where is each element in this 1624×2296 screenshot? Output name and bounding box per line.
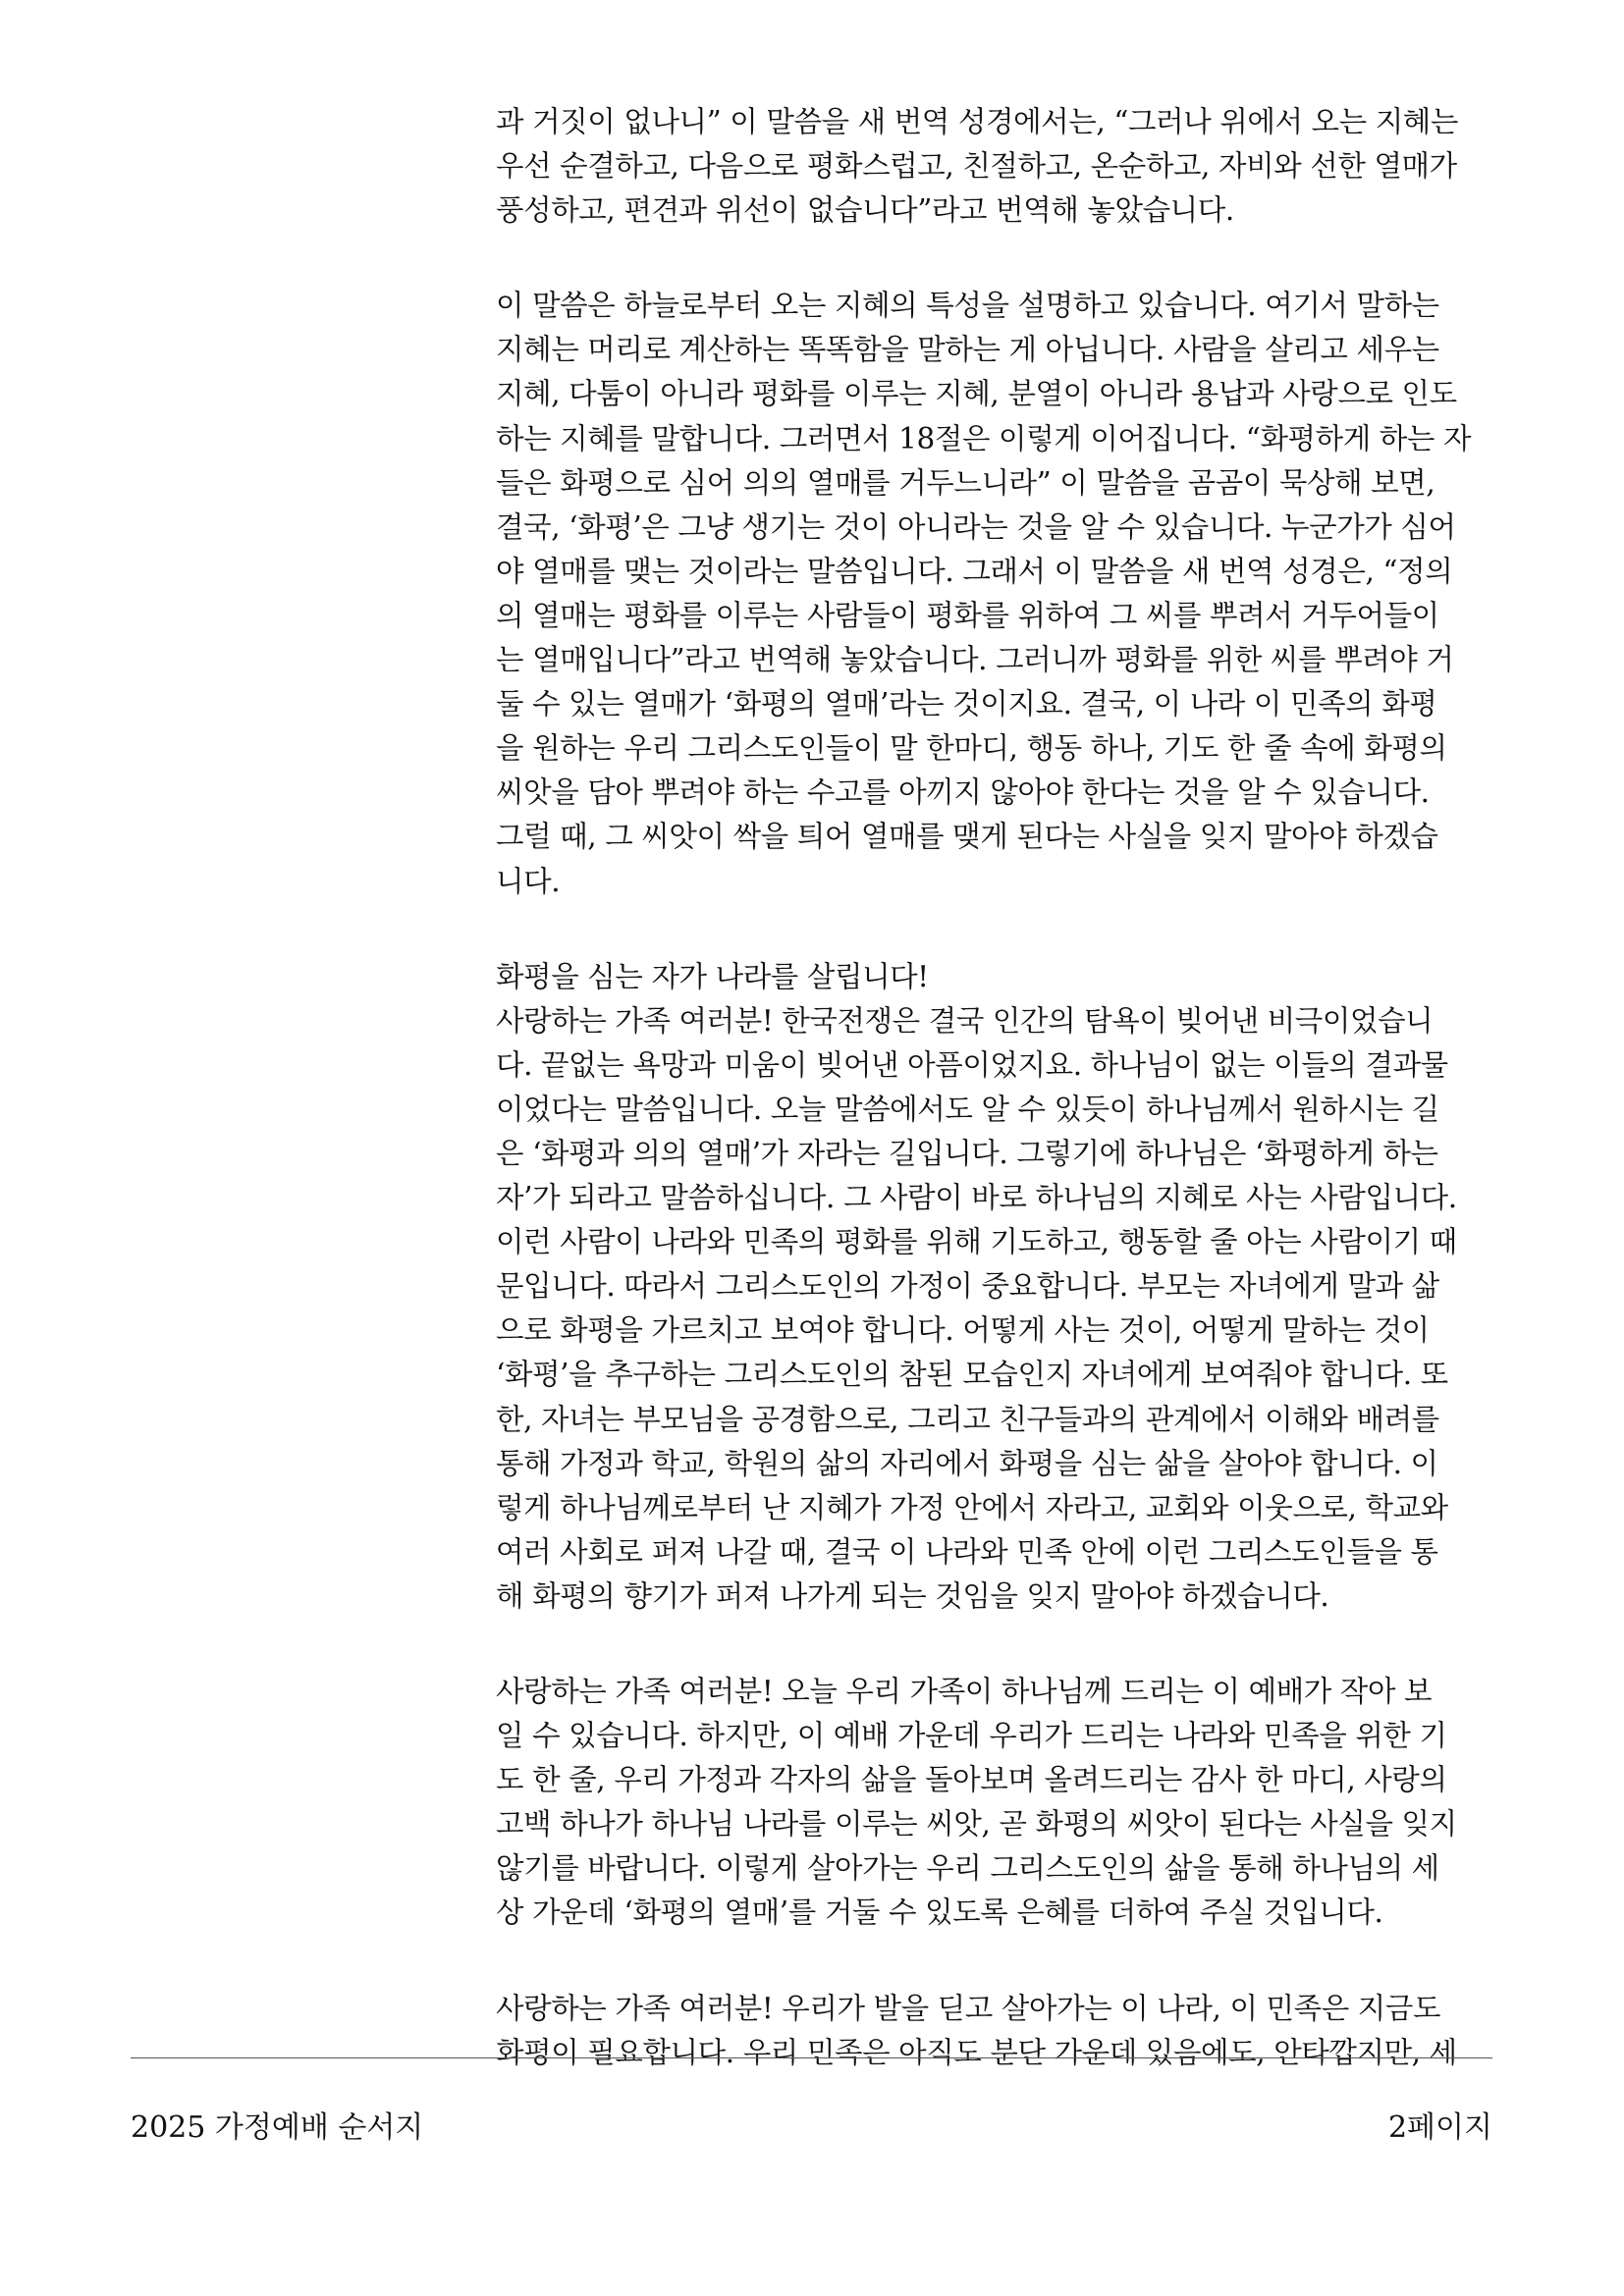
footer-title: 2025 가정예배 순서지 [131, 2110, 424, 2145]
text-line: 씨앗을 담아 뿌려야 하는 수고를 아끼지 않아야 한다는 것을 알 수 있습니다. [496, 775, 1430, 810]
text-line: 고백 하나가 하나님 나라를 이루는 씨앗, 곧 화평의 씨앗이 된다는 사실을 잊지 [496, 1807, 1457, 1842]
text-line: 야 열매를 맺는 것이라는 말씀입니다. 그래서 이 말씀을 새 번역 성경은, “정의 [496, 554, 1453, 588]
text-line: 화평이 필요합니다. 우리 민족은 아직도 분단 가운데 있음에도, 안타깝지만, 세 [496, 2035, 1457, 2069]
text-line: 문입니다. 따라서 그리스도인의 가정이 중요합니다. 부모는 자녀에게 말과 삶 [496, 1269, 1439, 1304]
text-line: 사랑하는 가족 여러분! 한국전쟁은 결국 인간의 탐욕이 빚어낸 비극이었습니 [496, 1003, 1434, 1038]
paragraph-5 [496, 1987, 1488, 2075]
text-line: 하는 지혜를 말합니다. 그러면서 18절은 이렇게 이어집니다. “화평하게 하는 자 [496, 421, 1472, 455]
text-line: 는 열매입니다”라고 번역해 놓았습니다. 그러니까 평화를 위한 씨를 뿌려야 거 [496, 643, 1454, 677]
text-line: 으로 화평을 가르치고 보여야 합니다. 어떻게 사는 것이, 어떻게 말하는 것이 [496, 1313, 1430, 1348]
text-line: 의 열매는 평화를 이루는 사람들이 평화를 위하여 그 씨를 뿌려서 거두어들이 [496, 598, 1439, 632]
text-line: 여러 사회로 퍼져 나갈 때, 결국 이 나라와 민족 안에 이런 그리스도인들을 통 [496, 1534, 1438, 1569]
text-line: 상 가운데 ‘화평의 열매’를 거둘 수 있도록 은혜를 더하여 주실 것입니다. [496, 1896, 1383, 1930]
text-line: 그럴 때, 그 씨앗이 싹을 틔어 열매를 맺게 된다는 사실을 잊지 말아야 하겠습 [496, 820, 1438, 854]
text-line: 이었다는 말씀입니다. 오늘 말씀에서도 알 수 있듯이 하나님께서 원하시는 길 [496, 1092, 1439, 1126]
text-line: 둘 수 있는 열매가 ‘화평의 열매’라는 것이지요. 결국, 이 나라 이 민족의 화평 [496, 687, 1437, 721]
text-line: 은 ‘화평과 의의 열매’가 자라는 길입니다. 그렇기에 하나님은 ‘화평하게 하는 [496, 1136, 1438, 1170]
text-line: 니다. [496, 864, 561, 898]
text-line: 들은 화평으로 심어 의의 열매를 거두느니라” 이 말씀을 곰곰이 묵상해 보면, [496, 465, 1435, 500]
paragraph-4 [496, 1670, 1488, 1936]
text-line: 우선 순결하고, 다음으로 평화스럽고, 친절하고, 온순하고, 자비와 선한 열매가 [496, 149, 1457, 184]
text-line: 결국, ‘화평’은 그냥 생기는 것이 아니라는 것을 알 수 있습니다. 누군가가 심어 [496, 509, 1456, 544]
text-line: 이런 사람이 나라와 민족의 평화를 위해 기도하고, 행동할 줄 아는 사람이기 때 [496, 1225, 1457, 1259]
section-heading: 화평을 심는 자가 나라를 살립니다! [496, 959, 929, 993]
text-line: 도 한 줄, 우리 가정과 각자의 삶을 돌아보며 올려드리는 감사 한 마디, 사랑의 [496, 1763, 1447, 1797]
paragraph-2 [496, 284, 1488, 903]
text-line: 한, 자녀는 부모님을 공경함으로, 그리고 친구들과의 관계에서 이해와 배려를 [496, 1402, 1439, 1436]
text-line: 지혜는 머리로 계산하는 똑똑함을 말하는 게 아닙니다. 사람을 살리고 세우는 [496, 333, 1439, 367]
text-line: 자’가 되라고 말씀하십니다. 그 사람이 바로 하나님의 지혜로 사는 사람입니다. [496, 1181, 1457, 1215]
text-line: 다. 끝없는 욕망과 미움이 빚어낸 아픔이었지요. 하나님이 없는 이들의 결과물 [496, 1047, 1448, 1082]
text-line: 풍성하고, 편견과 위선이 없습니다”라고 번역해 놓았습니다. [496, 193, 1234, 228]
paragraph-3 [496, 955, 1488, 1619]
text-line: 해 화평의 향기가 퍼져 나가게 되는 것임을 잊지 말아야 하겠습니다. [496, 1578, 1329, 1613]
text-line: 지혜, 다툼이 아니라 평화를 이루는 지혜, 분열이 아니라 용납과 사랑으로 인도 [496, 377, 1457, 411]
text-line: 렇게 하나님께로부터 난 지혜가 가정 안에서 자라고, 교회와 이웃으로, 학교와 [496, 1490, 1448, 1524]
document-body [496, 100, 1488, 2075]
text-line: 통해 가정과 학교, 학원의 삶의 자리에서 화평을 심는 삶을 살아야 합니다. 이 [496, 1446, 1438, 1480]
text-line: 과 거짓이 없나니” 이 말씀을 새 번역 성경에서는, “그러나 위에서 오는 지혜는 [496, 105, 1458, 138]
page-number: 2페이지 [1387, 2110, 1492, 2145]
paragraph-1 [496, 100, 1488, 233]
text-line: ‘화평’을 추구하는 그리스도인의 참된 모습인지 자녀에게 보여줘야 합니다. 또 [496, 1358, 1448, 1392]
text-line: 않기를 바랍니다. 이렇게 살아가는 우리 그리스도인의 삶을 통해 하나님의 세 [496, 1851, 1439, 1886]
text-line: 을 원하는 우리 그리스도인들이 말 한마디, 행동 하나, 기도 한 줄 속에 화평의 [496, 731, 1447, 766]
text-line: 이 말씀은 하늘로부터 오는 지혜의 특성을 설명하고 있습니다. 여기서 말하는 [496, 289, 1439, 323]
text-line: 사랑하는 가족 여러분! 우리가 발을 딛고 살아가는 이 나라, 이 민족은 지금도 [496, 1991, 1441, 2025]
text-line: 일 수 있습니다. 하지만, 이 예배 가운데 우리가 드리는 나라와 민족을 위한 기 [496, 1719, 1447, 1753]
text-line: 사랑하는 가족 여러분! 오늘 우리 가족이 하나님께 드리는 이 예배가 작아 보 [496, 1675, 1433, 1708]
footer-divider [131, 2057, 1492, 2058]
